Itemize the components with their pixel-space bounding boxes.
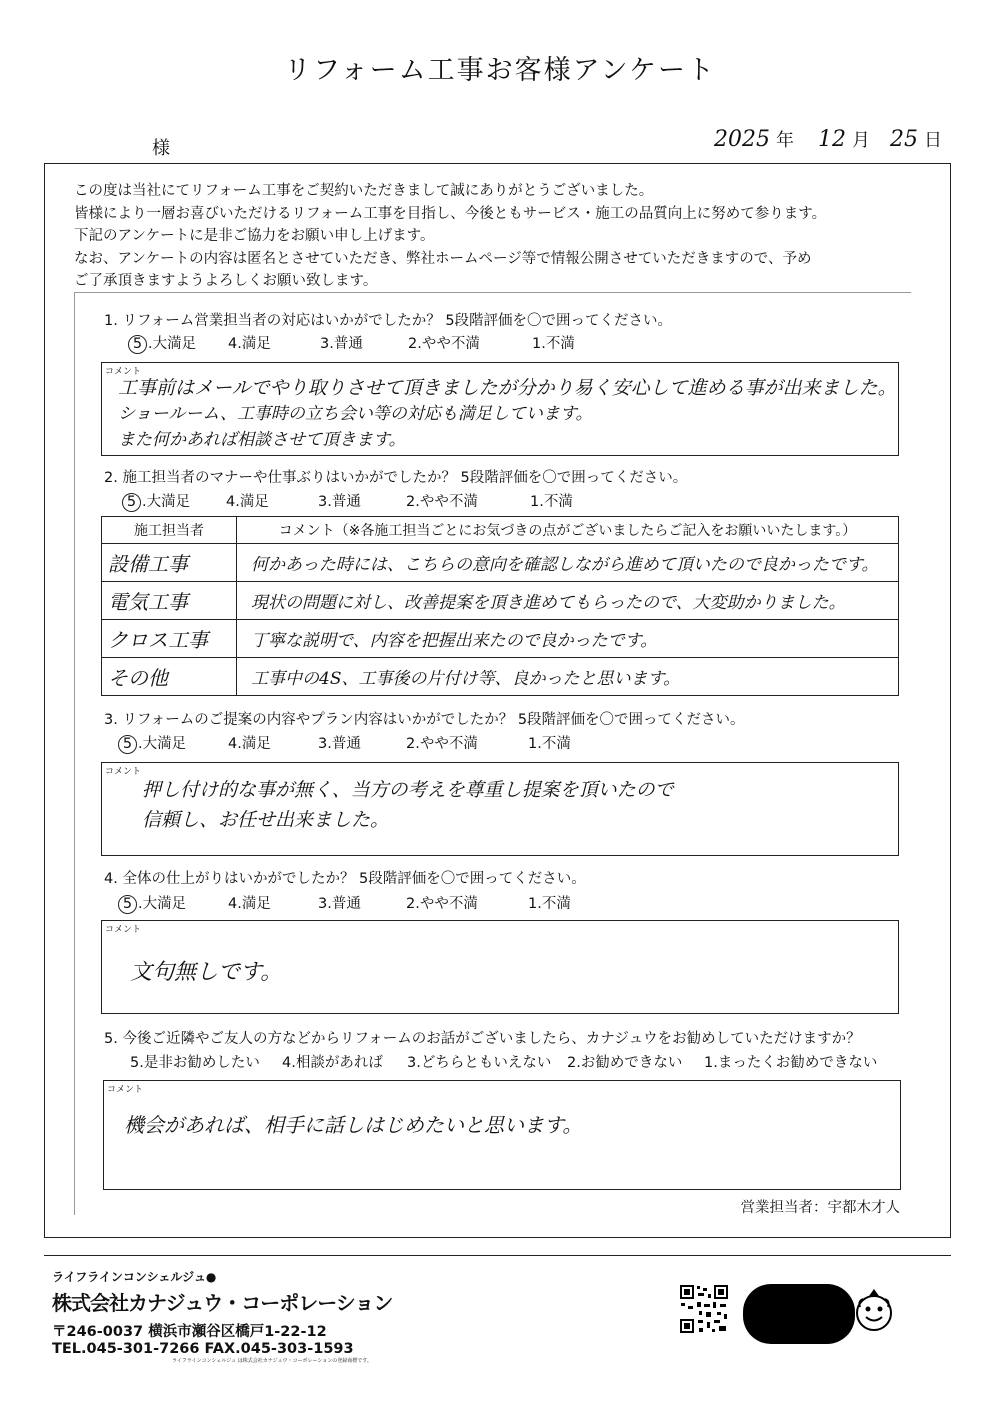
q1-rating-options [128, 332, 592, 354]
staff-comment[interactable]: 何かあった時には、こちらの意向を確認しながら進めて頂いたので良かったです。 [237, 544, 899, 582]
staff-label: 電気工事 [102, 582, 237, 620]
q1-comment-box[interactable] [101, 362, 899, 456]
customer-name-suffix: 様 [152, 138, 170, 159]
q4-option-5[interactable]: 5 .大満足 [118, 892, 228, 914]
date-year-value: 2025 [714, 127, 770, 152]
staff-comment[interactable]: 現状の問題に対し、改善提案を頂き進めてもらったので、大変助かりました。 [237, 582, 899, 620]
intro-text [74, 180, 944, 293]
q3-comment-line: 信頼し、お任せ出来ました。 [142, 809, 390, 831]
q1-comment-line: 工事前はメールでやり取りさせて頂きましたが分かり易く安心して進める事が出来ました。 [118, 377, 897, 399]
q5-recommend-options [130, 1051, 877, 1072]
table-header-staff: 施工担当者 [102, 517, 237, 544]
q3-comment-line: 押し付け的な事が無く、当方の考えを尊重し提案を頂いたので [142, 779, 674, 801]
comment-label: コメント [105, 925, 142, 935]
staff-comment[interactable]: 工事中の4S、工事後の片付け等、良かったと思います。 [237, 658, 899, 696]
question-1: 1. リフォーム営業担当者の対応はいかがでしたか？ 5段階評価を〇で囲ってください。 [104, 313, 673, 329]
footer-divider [44, 1255, 951, 1256]
redacted-logo-icon [743, 1284, 855, 1344]
company-tagline: ライフラインコンシェルジュ● [52, 1270, 217, 1284]
company-info [52, 1268, 392, 1364]
date-day-value: 25 [890, 127, 918, 152]
q2-option-4[interactable]: 4.満足 [226, 494, 269, 510]
comment-label: コメント [105, 767, 142, 777]
selected-circle-icon: 5 [118, 895, 137, 914]
question-2: 2. 施工担当者のマナーや仕事ぶりはいかがでしたか？ 5段階評価を〇で囲ってください。 [104, 470, 688, 486]
intro-line: この度は当社にてリフォーム工事をご契約いただきまして誠にありがとうございました。 [74, 183, 654, 199]
q2-option-1[interactable]: 1.不満 [530, 494, 573, 510]
q2-option-2[interactable]: 2.やや不満 [406, 494, 478, 510]
q4-comment-line: 文句無しです。 [130, 960, 283, 985]
question-3: 3. リフォームのご提案の内容やプラン内容はいかがでしたか？ 5段階評価を〇で囲ってください。 [104, 712, 745, 728]
q4-option-4[interactable]: 4.満足 [228, 896, 271, 912]
staff-label: クロス工事 [102, 620, 237, 658]
selected-circle-icon: 5 [128, 335, 147, 354]
date-month-value: 12 [818, 127, 846, 152]
company-name: 株式会社カナジュウ・コーポレーション [52, 1291, 393, 1315]
survey-date [714, 126, 942, 152]
table-row [102, 658, 899, 696]
q5-option-2[interactable]: 2.お勧めできない [567, 1055, 683, 1071]
q4-option-1[interactable]: 1.不満 [528, 896, 571, 912]
q1-option-1[interactable]: 1.不満 [532, 336, 575, 352]
qr-code-icon[interactable] [679, 1284, 729, 1334]
table-header-comment: コメント（※各施工担当ごとにお気づきの点がございましたらご記入をお願いいたします。） [237, 517, 899, 544]
q4-comment-box[interactable] [101, 920, 899, 1014]
q1-option-3[interactable]: 3.普通 [320, 336, 363, 352]
question-4: 4. 全体の仕上がりはいかがでしたか？ 5段階評価を〇で囲ってください。 [104, 871, 586, 887]
selected-circle-icon: 5 [122, 493, 141, 512]
q3-option-5[interactable]: 5 .大満足 [118, 732, 228, 754]
table-row [102, 544, 899, 582]
date-year-label: 年 [776, 130, 794, 151]
intro-line: なお、アンケートの内容は匿名とさせていただき、弊社ホームページ等で情報公開させていただきますので、予め [74, 250, 812, 267]
date-day-label: 日 [924, 130, 942, 151]
q4-option-2[interactable]: 2.やや不満 [406, 896, 478, 912]
q5-comment-box[interactable] [103, 1080, 901, 1190]
q5-option-1[interactable]: 1.まったくお勧めできない [704, 1055, 878, 1071]
q5-comment-line: 機会があれば、相手に話しはじめたいと思います。 [124, 1113, 583, 1137]
date-month-label: 月 [852, 130, 870, 151]
q3-comment-box[interactable] [101, 762, 899, 856]
mascot-character-icon [854, 1287, 894, 1335]
q1-option-2[interactable]: 2.やや不満 [408, 336, 480, 352]
intro-line: 下記のアンケートに是非ご協力をお願い申し上げます。 [74, 228, 435, 244]
q3-option-1[interactable]: 1.不満 [528, 736, 571, 752]
staff-label: その他 [102, 658, 237, 696]
question-5: 5. 今後ご近隣やご友人の方などからリフォームのお話がございましたら、カナジュウをお勧めしていただけますか？ [104, 1031, 861, 1047]
table-row [102, 620, 899, 658]
page-title: リフォーム工事お客様アンケート [283, 55, 717, 86]
q1-option-5[interactable]: 5 .大満足 [128, 332, 228, 354]
q1-comment-line: また何かあれば相談させて頂きます。 [118, 430, 406, 450]
q3-option-3[interactable]: 3.普通 [318, 736, 361, 752]
selected-circle-icon: 5 [118, 735, 137, 754]
q2-option-5[interactable]: 5 .大満足 [122, 490, 226, 512]
staff-comment[interactable]: 丁寧な説明で、内容を把握出来たので良かったです。 [237, 620, 899, 658]
sales-representative: 営業担当者：宇都木才人 [740, 1200, 900, 1216]
q5-option-3[interactable]: 3.どちらともいえない [407, 1055, 552, 1071]
q5-option-5[interactable]: 5.是非お勧めしたい [130, 1055, 260, 1071]
q2-option-3[interactable]: 3.普通 [318, 494, 361, 510]
q1-comment-line: ショールーム、工事時の立ち会い等の対応も満足しています。 [118, 404, 593, 424]
intro-line: 皆様により一層お喜びいただけるリフォーム工事を目指し、今後ともサービス・施工の品質向上に努めて参ります。 [74, 205, 827, 222]
q3-rating-options [118, 732, 588, 754]
company-fine-print: ライフラインコンシェルジュ は株式会社カナジュウ・コーポレーションの登録商標です。 [172, 1358, 372, 1364]
staff-comment-table [101, 516, 899, 696]
q4-rating-options [118, 892, 588, 914]
staff-label: 設備工事 [102, 544, 237, 582]
q1-option-4[interactable]: 4.満足 [228, 336, 271, 352]
q2-rating-options [122, 490, 590, 512]
q3-option-2[interactable]: 2.やや不満 [406, 736, 478, 752]
intro-line: ご了承頂きますようよろしくお願い致します。 [74, 273, 378, 289]
q5-option-4[interactable]: 4.相談があれば [282, 1055, 383, 1071]
company-tel-fax: TEL.045-301-7266 FAX.045-303-1593 [52, 1341, 354, 1357]
comment-label: コメント [105, 367, 142, 377]
table-header-row [102, 517, 899, 544]
q3-option-4[interactable]: 4.満足 [228, 736, 271, 752]
comment-label: コメント [107, 1085, 144, 1095]
q4-option-3[interactable]: 3.普通 [318, 896, 361, 912]
company-address: 〒246-0037 横浜市瀬谷区橋戸1-22-12 [52, 1324, 327, 1340]
table-row [102, 582, 899, 620]
